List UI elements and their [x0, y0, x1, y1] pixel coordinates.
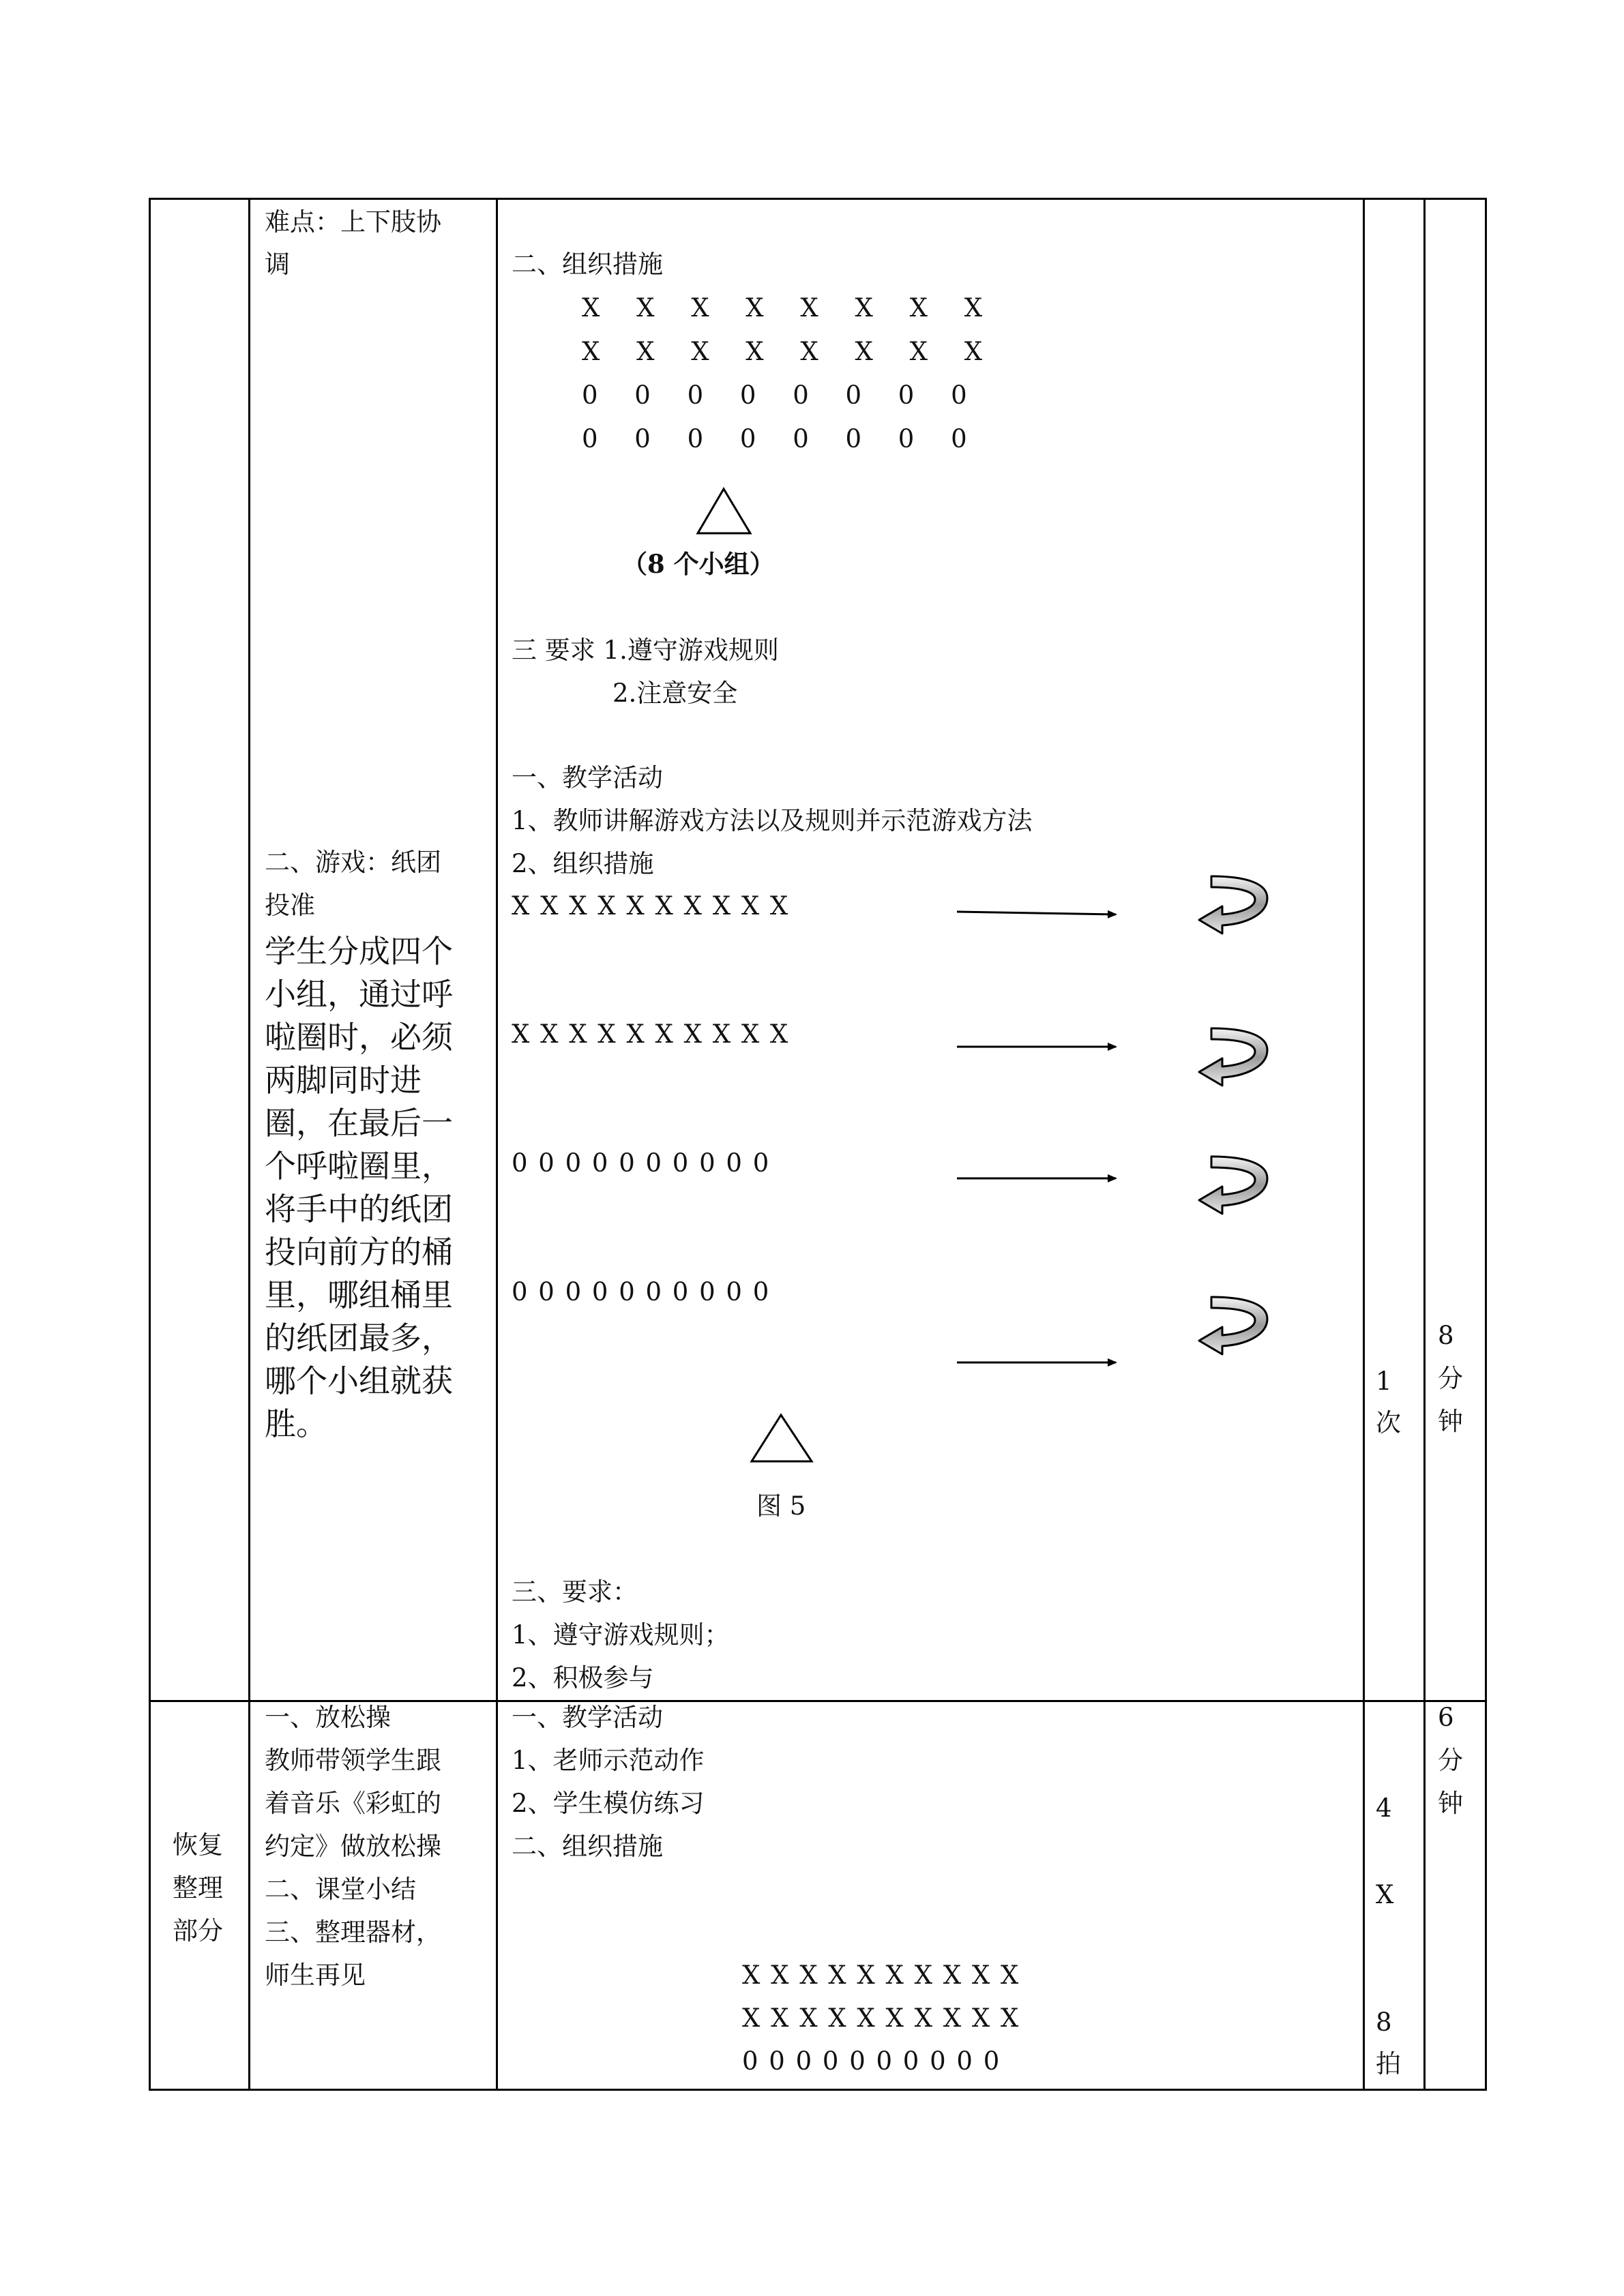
org-heading: 2、组织措施 — [512, 849, 654, 878]
requirement-heading: 三、要求： — [512, 1577, 638, 1607]
teacher-triangle-icon — [752, 1415, 812, 1461]
game-desc-line: 里，哪组桶里 — [265, 1277, 453, 1313]
requirement-item: 2、积极参与 — [512, 1663, 654, 1693]
formation-row: X X X X X X X X — [582, 337, 983, 366]
col-border-1 — [149, 198, 151, 2091]
requirement-line: 2.注意安全 — [612, 679, 738, 708]
requirement-item: 1、遵守游戏规则； — [512, 1620, 730, 1650]
col-border-6 — [1485, 198, 1487, 2091]
game-desc-line: 圈，在最后一 — [265, 1105, 453, 1142]
game-desc-line: 的纸团最多， — [265, 1320, 453, 1356]
teach-step: 1、教师讲解游戏方法以及规则并示范游戏方法 — [512, 806, 1033, 835]
section-label: 整理 — [173, 1873, 223, 1903]
time-char: 分 — [1438, 1746, 1463, 1775]
game-desc-line: 投向前方的桶 — [265, 1234, 453, 1270]
content-line: 约定》做放松操 — [265, 1832, 441, 1861]
game-desc-line: 个呼啦圈里， — [265, 1148, 453, 1184]
time-char: 分 — [1438, 1364, 1463, 1393]
group-caption: （8 个小组） — [622, 549, 775, 579]
formation-row: 0 0 0 0 0 0 0 0 0 0 — [742, 2046, 1000, 2076]
lane-row: X X X X X X X X X X — [512, 891, 788, 921]
requirement-line: 三 要求 1.遵守游戏规则 — [512, 636, 779, 665]
return-arrow-icon — [1199, 1157, 1267, 1214]
count-char: 1 — [1376, 1367, 1392, 1396]
formation-row: 0 0 0 0 0 0 0 0 — [582, 381, 967, 410]
count-char: 拍 — [1376, 2049, 1401, 2078]
org-heading: 二、组织措施 — [512, 250, 663, 279]
game-desc-line: 啦圈时，必须 — [265, 1019, 453, 1056]
teach-heading: 一、教学活动 — [512, 763, 663, 792]
difficulty-line: 调 — [265, 250, 290, 279]
content-line: 着音乐《彩虹的 — [265, 1789, 441, 1818]
org-heading: 二、组织措施 — [512, 1832, 663, 1861]
arrow-right-icon — [957, 912, 1116, 914]
col-border-5 — [1423, 198, 1426, 2091]
lane-row: X X X X X X X X X X — [512, 1019, 788, 1049]
game-desc-line: 小组，通过呼 — [265, 976, 453, 1013]
game-desc-line: 胜。 — [265, 1405, 327, 1442]
lane-row: 0 0 0 0 0 0 0 0 0 0 — [512, 1148, 769, 1178]
row-divider — [149, 1700, 1487, 1702]
count-char: X — [1376, 1880, 1394, 1909]
game-desc-line: 将手中的纸团 — [265, 1191, 453, 1227]
return-arrow-icon — [1199, 1297, 1267, 1354]
game-title-line: 二、游戏：纸团 — [265, 848, 441, 877]
section-label: 恢复 — [173, 1830, 223, 1860]
formation-row: X X X X X X X X X X — [742, 1960, 1019, 1990]
return-arrow-icon — [1199, 876, 1267, 934]
count-char: 4 — [1376, 1793, 1392, 1823]
table-bottom-border — [149, 2089, 1487, 2091]
game-title-line: 投准 — [265, 891, 315, 920]
col-border-4 — [1363, 198, 1365, 2091]
return-arrow-icon — [1199, 1028, 1267, 1086]
section-label: 部分 — [173, 1916, 223, 1945]
time-char: 6 — [1438, 1703, 1454, 1732]
teach-step: 2、学生模仿练习 — [512, 1789, 705, 1818]
teach-step: 1、老师示范动作 — [512, 1746, 705, 1775]
count-char: 次 — [1376, 1408, 1401, 1437]
time-char: 钟 — [1438, 1407, 1463, 1436]
col-border-3 — [496, 198, 498, 2091]
figure-caption: 图 5 — [756, 1491, 806, 1521]
time-char: 8 — [1438, 1321, 1454, 1350]
col-border-2 — [248, 198, 250, 2091]
content-line: 教师带领学生跟 — [265, 1746, 441, 1775]
content-line: 一、放松操 — [265, 1703, 391, 1732]
teach-heading: 一、教学活动 — [512, 1703, 663, 1732]
table-top-border — [149, 198, 1487, 200]
game-desc-line: 哪个小组就获 — [265, 1362, 453, 1399]
game-desc-line: 学生分成四个 — [265, 933, 453, 970]
formation-row: X X X X X X X X — [582, 293, 983, 323]
content-line: 师生再见 — [265, 1960, 366, 1990]
content-line: 二、课堂小结 — [265, 1875, 416, 1904]
lane-row: 0 0 0 0 0 0 0 0 0 0 — [512, 1277, 769, 1307]
content-line: 三、整理器材， — [265, 1918, 441, 1947]
formation-row: X X X X X X X X X X — [742, 2003, 1019, 2033]
difficulty-line: 难点：上下肢协 — [265, 207, 441, 237]
formation-row: 0 0 0 0 0 0 0 0 — [582, 424, 967, 453]
game-desc-line: 两脚同时进 — [265, 1062, 422, 1099]
count-char: 8 — [1376, 2008, 1392, 2037]
time-char: 钟 — [1438, 1789, 1463, 1818]
